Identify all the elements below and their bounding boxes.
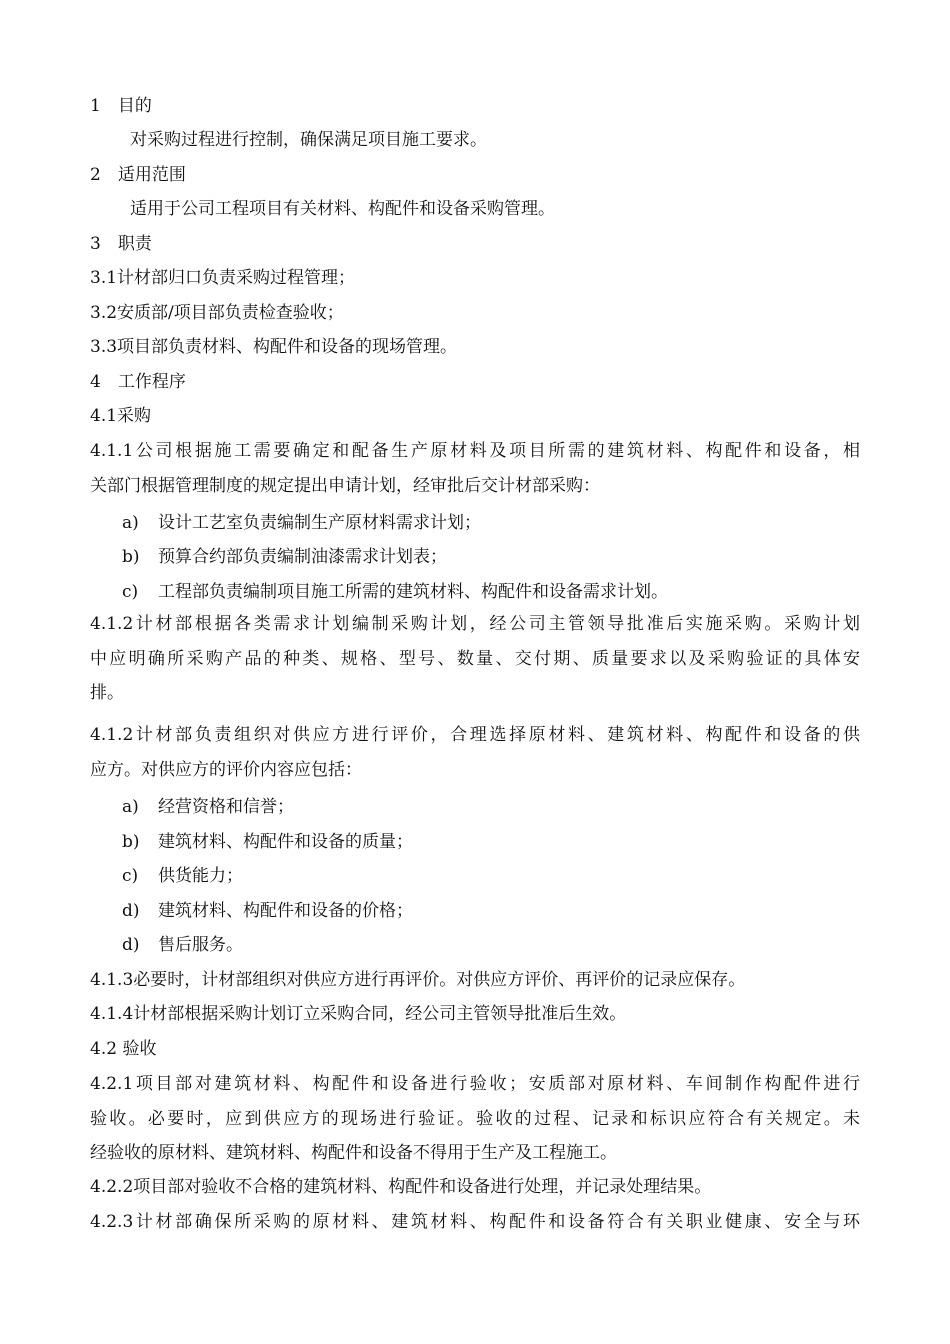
section-4-1-heading: 4.1采购 [90, 406, 152, 426]
paragraph-line: 4.1.1公司根据施工需要确定和配备生产原材料及项目所需的建筑材料、构配件和设备，相 [90, 441, 860, 461]
paragraph-line: 验收。必要时，应到供应方的现场进行验证。验收的过程、记录和标识应符合有关规定。未 [90, 1108, 860, 1129]
section-4-2-heading: 4.2 验收 [90, 1039, 157, 1059]
paragraph-4-1-2a [90, 607, 860, 711]
section-3-3: 3.3项目部负责材料、构配件和设备的现场管理。 [90, 337, 458, 357]
paragraph-line: 中应明确所采购产品的种类、规格、型号、数量、交付期、质量要求以及采购验证的具体安 [90, 648, 860, 669]
list-item [122, 795, 294, 819]
paragraph-4-2-2: 4.2.2项目部对验收不合格的建筑材料、构配件和设备进行处理，并记录处理结果。 [90, 1177, 712, 1197]
section-3-heading: 3 职责 [90, 234, 152, 254]
list-item-text: 预算合约部负责编制油漆需求计划表； [158, 547, 447, 567]
paragraph-4-1-4: 4.1.4计材部根据采购计划订立采购合同，经公司主管领导批准后生效。 [90, 1004, 627, 1024]
section-2-body: 适用于公司工程项目有关材料、构配件和设备采购管理。 [130, 199, 555, 219]
paragraph-4-1-1 [90, 434, 860, 503]
section-2-heading: 2 适用范围 [90, 165, 186, 185]
list-item-text: 建筑材料、构配件和设备的价格； [158, 901, 413, 921]
paragraph-4-2-1 [90, 1067, 860, 1171]
paragraph-4-1-2b [90, 718, 860, 787]
paragraph-line: 4.2.3计材部确保所采购的原材料、建筑材料、构配件和设备符合有关职业健康、安全与环 [90, 1212, 860, 1232]
list-marker: d) [122, 935, 140, 955]
list-item-text: 设计工艺室负责编制生产原材料需求计划； [158, 513, 481, 533]
list-item-text: 建筑材料、构配件和设备的质量； [158, 832, 413, 852]
paragraph-line: 4.1.2计材部负责组织对供应方进行评价，合理选择原材料、建筑材料、构配件和设备的供 [90, 725, 860, 745]
list-item [122, 899, 413, 923]
paragraph-line: 4.2.1项目部对建筑材料、构配件和设备进行验收；安质部对原材料、车间制作构配件进行 [90, 1074, 860, 1094]
list-marker: c) [122, 582, 139, 602]
list-item [122, 864, 243, 888]
list-marker: a) [122, 797, 139, 817]
list-item [122, 830, 413, 854]
paragraph-line: 应方。对供应方的评价内容应包括： [90, 759, 362, 780]
section-1-heading: 1 目的 [90, 96, 152, 116]
list-item [122, 511, 481, 535]
section-1-body: 对采购过程进行控制，确保满足项目施工要求。 [130, 130, 487, 150]
list-item-text: 经营资格和信誉； [158, 797, 294, 817]
list-marker: b) [122, 832, 140, 852]
paragraph-4-2-3 [90, 1205, 860, 1240]
section-3-1: 3.1计材部归口负责采购过程管理； [90, 268, 356, 288]
list-marker: b) [122, 547, 140, 567]
list-item [122, 580, 668, 604]
list-marker: c) [122, 866, 139, 886]
paragraph-line: 4.1.2计材部根据各类需求计划编制采购计划，经公司主管领导批准后实施采购。采购计划 [90, 614, 860, 634]
section-4-heading: 4 工作程序 [90, 372, 186, 392]
list-item [122, 933, 243, 957]
paragraph-line: 经验收的原材料、建筑材料、构配件和设备不得用于生产及工程施工。 [90, 1143, 617, 1163]
list-item-text: 工程部负责编制项目施工所需的建筑材料、构配件和设备需求计划。 [158, 582, 668, 602]
paragraph-line: 排。 [90, 683, 124, 703]
list-marker: a) [122, 513, 139, 533]
list-item [122, 545, 447, 569]
paragraph-line: 关部门根据管理制度的规定提出申请计划，经审批后交计材部采购： [90, 475, 600, 496]
paragraph-4-1-3: 4.1.3必要时，计材部组织对供应方进行再评价。对供应方评价、再评价的记录应保存。 [90, 970, 746, 990]
list-marker: d) [122, 901, 140, 921]
section-3-2: 3.2安质部/项目部负责检查验收； [90, 303, 344, 323]
list-item-text: 售后服务。 [158, 935, 243, 955]
list-item-text: 供货能力； [158, 866, 243, 886]
